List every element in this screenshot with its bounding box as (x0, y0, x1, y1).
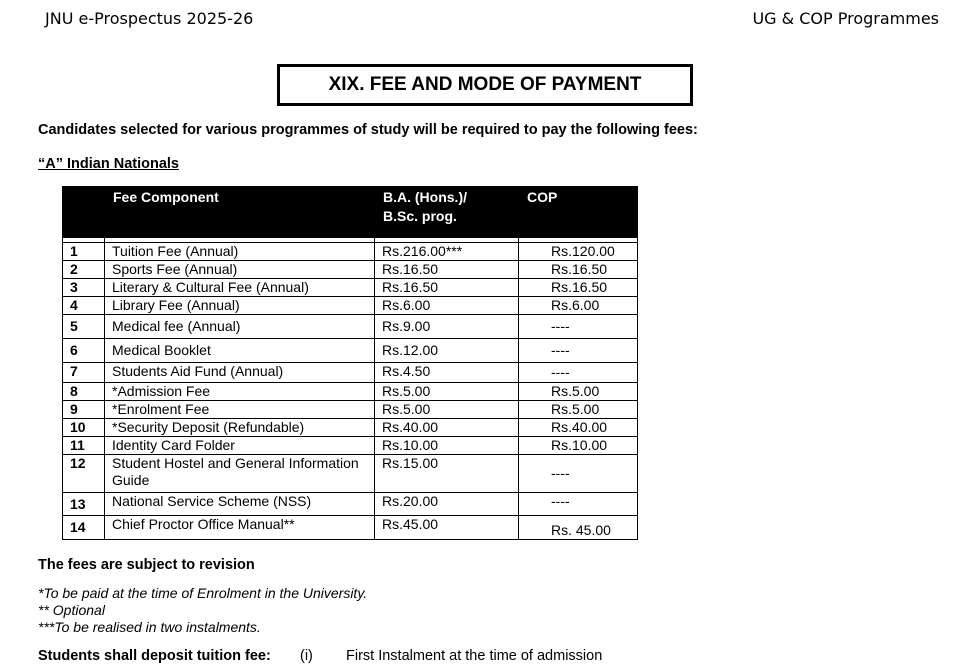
intro-text: Candidates selected for various programmes of study will be required to pay the following fees: (38, 122, 698, 138)
row-cop-fee: Rs.10.00 (519, 437, 638, 455)
row-number: 8 (63, 383, 105, 401)
footnote-instalments: ***To be realised in two instalments. (38, 619, 261, 635)
table-row (63, 297, 638, 315)
row-ba-fee: Rs.20.00 (375, 493, 519, 516)
table-row (63, 419, 638, 437)
row-ba-fee: Rs.4.50 (375, 363, 519, 383)
row-fee-component: *Enrolment Fee (105, 401, 375, 419)
row-cop-fee: Rs.16.50 (519, 279, 638, 297)
header-cop: COP (519, 187, 638, 238)
row-ba-fee: Rs.5.00 (375, 383, 519, 401)
table-row (63, 455, 638, 493)
table-row (63, 383, 638, 401)
row-ba-fee: Rs.16.50 (375, 279, 519, 297)
row-ba-fee: Rs.10.00 (375, 437, 519, 455)
deposit-label: Students shall deposit tuition fee: (38, 648, 271, 664)
row-fee-component: *Security Deposit (Refundable) (105, 419, 375, 437)
deposit-item-number: (i) (300, 648, 313, 664)
table-row (63, 437, 638, 455)
row-cop-fee: ---- (519, 455, 638, 493)
row-cop-fee: Rs.120.00 (519, 243, 638, 261)
row-fee-component: Identity Card Folder (105, 437, 375, 455)
row-number: 6 (63, 339, 105, 363)
row-number: 9 (63, 401, 105, 419)
header-right-title: UG & COP Programmes (752, 9, 939, 28)
row-ba-fee: Rs.15.00 (375, 455, 519, 493)
row-fee-component: Tuition Fee (Annual) (105, 243, 375, 261)
row-ba-fee: Rs.12.00 (375, 339, 519, 363)
row-fee-component: Medical Booklet (105, 339, 375, 363)
row-cop-fee: Rs.5.00 (519, 383, 638, 401)
header-no (63, 187, 105, 238)
row-cop-fee: ---- (519, 339, 638, 363)
header-left-title: JNU e-Prospectus 2025-26 (45, 9, 254, 28)
table-row (63, 363, 638, 383)
table-row (63, 243, 638, 261)
row-fee-component: Students Aid Fund (Annual) (105, 363, 375, 383)
row-ba-fee: Rs.45.00 (375, 516, 519, 540)
table-row (63, 279, 638, 297)
row-fee-component: Literary & Cultural Fee (Annual) (105, 279, 375, 297)
header-ba-line2: B.Sc. prog. (383, 208, 457, 224)
row-fee-component: National Service Scheme (NSS) (105, 493, 375, 516)
row-fee-component: Medical fee (Annual) (105, 315, 375, 339)
row-cop-fee: Rs.6.00 (519, 297, 638, 315)
row-number: 12 (63, 455, 105, 493)
table-row (63, 493, 638, 516)
row-fee-component: *Admission Fee (105, 383, 375, 401)
row-ba-fee: Rs.5.00 (375, 401, 519, 419)
deposit-item-text: First Instalment at the time of admission (346, 648, 603, 664)
row-cop-fee: Rs.40.00 (519, 419, 638, 437)
header-fee-component: Fee Component (105, 187, 375, 238)
table-row (63, 315, 638, 339)
row-number: 2 (63, 261, 105, 279)
header-ba-line1: B.A. (Hons.)/ (383, 189, 467, 205)
deposit-line (38, 648, 603, 664)
row-cop-fee: Rs. 45.00 (519, 516, 638, 540)
row-number: 5 (63, 315, 105, 339)
fee-table (62, 186, 638, 540)
row-number: 3 (63, 279, 105, 297)
footnotes (38, 585, 367, 636)
header-ba-bsc (375, 187, 519, 238)
row-ba-fee: Rs.216.00*** (375, 243, 519, 261)
row-ba-fee: Rs.40.00 (375, 419, 519, 437)
section-title-box (277, 64, 693, 106)
revision-note: The fees are subject to revision (38, 557, 255, 573)
row-ba-fee: Rs.16.50 (375, 261, 519, 279)
row-number: 4 (63, 297, 105, 315)
row-fee-component: Library Fee (Annual) (105, 297, 375, 315)
row-number: 11 (63, 437, 105, 455)
row-number: 7 (63, 363, 105, 383)
section-title: XIX. FEE AND MODE OF PAYMENT (328, 74, 642, 95)
row-ba-fee: Rs.9.00 (375, 315, 519, 339)
footnote-enrolment: *To be paid at the time of Enrolment in the University. (38, 585, 368, 601)
row-number: 1 (63, 243, 105, 261)
row-cop-fee: ---- (519, 363, 638, 383)
row-fee-component: Sports Fee (Annual) (105, 261, 375, 279)
table-row (63, 516, 638, 540)
row-cop-fee: Rs.16.50 (519, 261, 638, 279)
row-number: 10 (63, 419, 105, 437)
row-cop-fee: ---- (519, 493, 638, 516)
row-cop-fee: Rs.5.00 (519, 401, 638, 419)
row-number: 14 (63, 516, 105, 540)
row-ba-fee: Rs.6.00 (375, 297, 519, 315)
table-row (63, 339, 638, 363)
table-row (63, 261, 638, 279)
fee-table-header (63, 187, 638, 238)
subheading-indian-nationals: “A” Indian Nationals (38, 156, 179, 172)
row-cop-fee: ---- (519, 315, 638, 339)
table-row (63, 401, 638, 419)
row-fee-component: Student Hostel and General Information Guide (105, 455, 375, 493)
footnote-optional: ** Optional (38, 602, 105, 618)
row-fee-component: Chief Proctor Office Manual** (105, 516, 375, 540)
row-number: 13 (63, 493, 105, 516)
